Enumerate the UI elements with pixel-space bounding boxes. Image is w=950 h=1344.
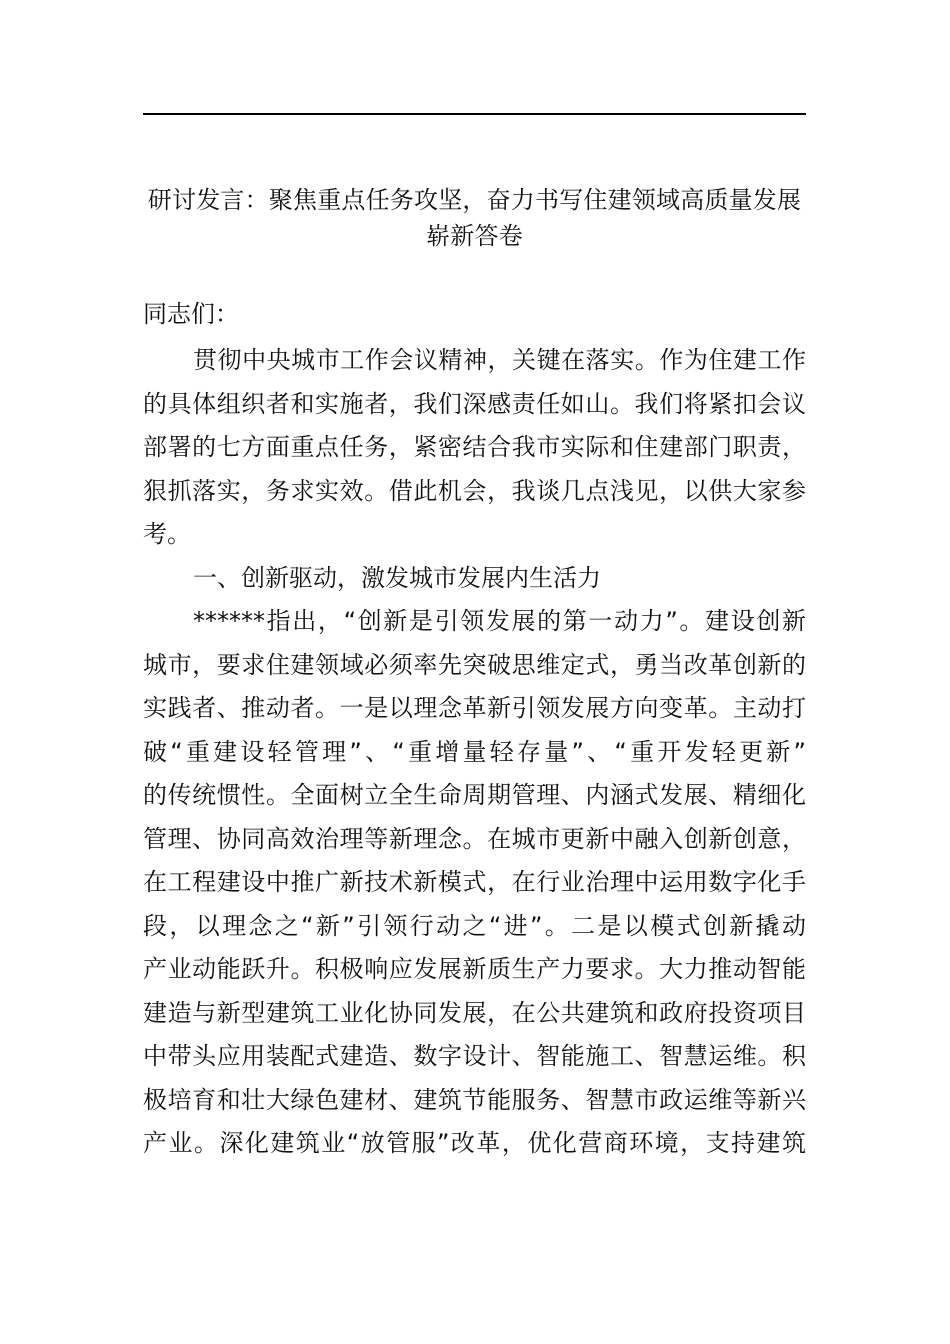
document-title bbox=[143, 182, 806, 254]
body-line: 考。 bbox=[143, 520, 191, 548]
body-line: 中带头应用装配式建造、数字设计、智能施工、智慧运维。积 bbox=[143, 1042, 806, 1070]
header-rule bbox=[143, 113, 806, 115]
body-line: 建造与新型建筑工业化协同发展，在公共建筑和政府投资项目 bbox=[143, 998, 806, 1027]
body-line: 的传统惯性。全面树立全生命周期管理、内涵式发展、精细化 bbox=[143, 781, 806, 809]
document-body bbox=[143, 339, 806, 1166]
body-line: 狠抓落实，务求实效。借此机会，我谈几点浅见，以供大家参 bbox=[143, 476, 806, 505]
body-line: 产业动能跃升。积极响应发展新质生产力要求。大力推动智能 bbox=[143, 955, 806, 983]
body-line: 贯彻中央城市工作会议精神，关键在落实。作为住建工作 bbox=[193, 346, 806, 374]
body-line: 产业。深化建筑业“放管服”改革，优化营商环境，支持建筑 bbox=[143, 1129, 806, 1157]
body-line: 城市，要求住建领域必须率先突破思维定式，勇当改革创新的 bbox=[143, 650, 806, 679]
body-line: 的具体组织者和实施者，我们深感责任如山。我们将紧扣会议 bbox=[143, 389, 806, 418]
body-line: 破“重建设轻管理”、“重增量轻存量”、“重开发轻更新” bbox=[143, 737, 806, 766]
body-line: 段，以理念之“新”引领行动之“进”。二是以模式创新撬动 bbox=[143, 911, 806, 940]
title-line-2: 崭新答卷 bbox=[426, 222, 523, 250]
body-line: 极培育和壮大绿色建材、建筑节能服务、智慧市政运维等新兴 bbox=[143, 1085, 806, 1114]
salutation: 同志们： bbox=[143, 300, 239, 328]
body-line: 在工程建设中推广新技术新模式，在行业治理中运用数字化手 bbox=[143, 868, 806, 896]
title-line-1: 研讨发言：聚焦重点任务攻坚，奋力书写住建领域高质量发展 bbox=[147, 186, 802, 214]
body-line: 管理、协同高效治理等新理念。在城市更新中融入创新创意， bbox=[143, 824, 806, 853]
body-line: 实践者、推动者。一是以理念革新引领发展方向变革。主动打 bbox=[143, 694, 806, 722]
body-line: 部署的七方面重点任务，紧密结合我市实际和住建部门职责， bbox=[143, 433, 806, 461]
body-line: ******指出，“创新是引领发展的第一动力”。建设创新 bbox=[193, 607, 806, 635]
section-heading: 一、创新驱动，激发城市发展内生活力 bbox=[193, 563, 601, 592]
